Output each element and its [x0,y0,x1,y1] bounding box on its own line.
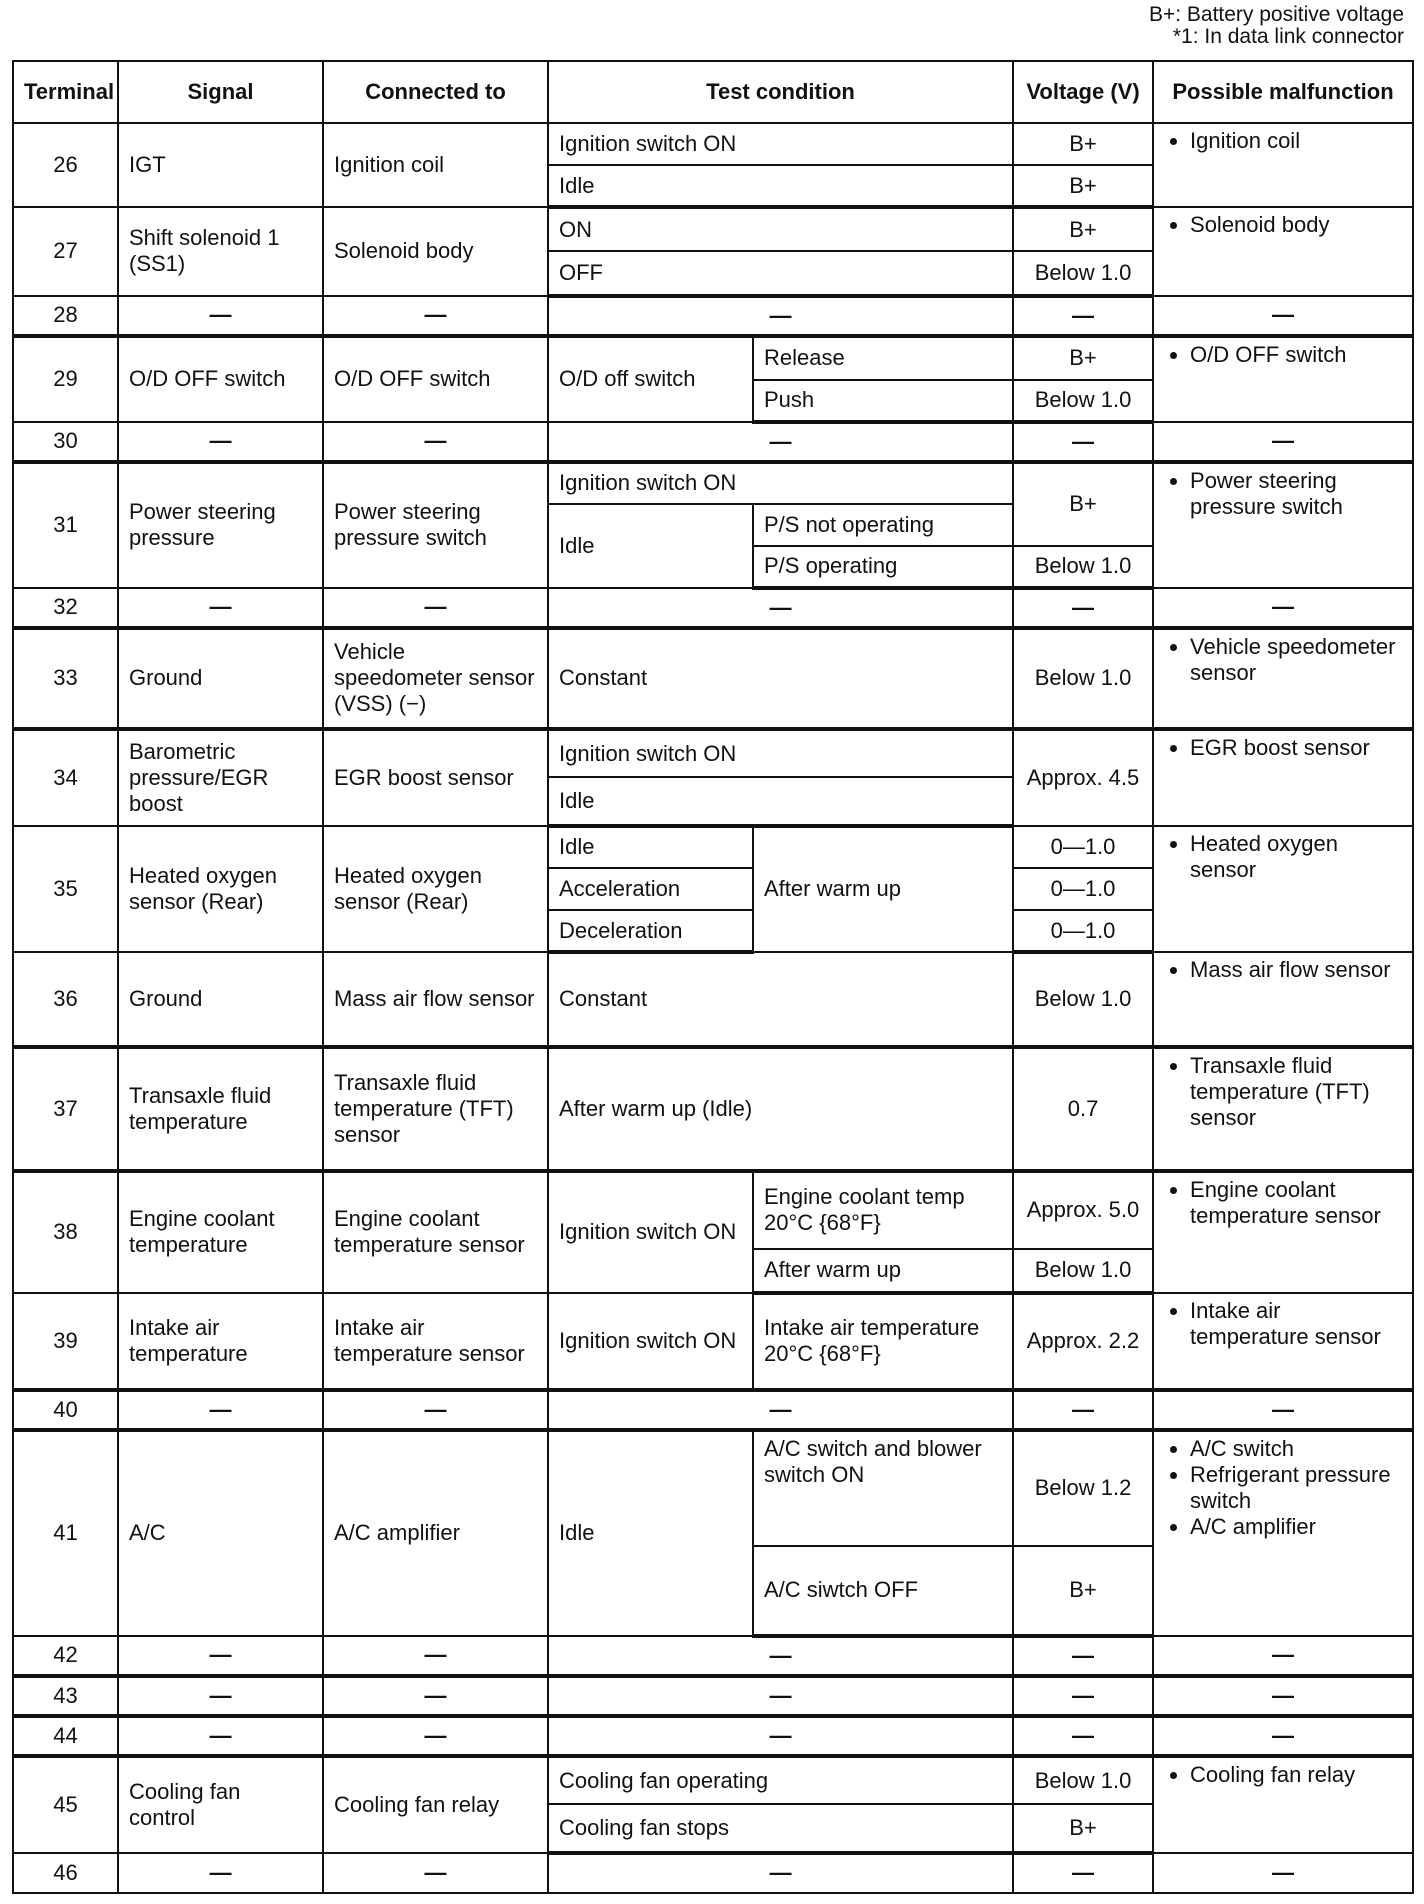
dash-cell: — [118,296,323,336]
dash-cell: — [1013,1716,1153,1756]
terminal-cell: 44 [13,1716,118,1756]
malfunction-cell [1153,1293,1413,1390]
dash-cell: — [1153,1636,1413,1676]
terminal-cell: 30 [13,422,118,462]
terminal-cell: 36 [13,952,118,1047]
dash-cell: — [1013,1390,1153,1430]
connected-cell: Transaxle fluid temperature (TFT) sensor [323,1047,548,1171]
malfunction-item: • Mass air flow sensor [1190,957,1402,983]
malfunction-item: • EGR boost sensor [1190,735,1402,761]
connected-cell: Cooling fan relay [323,1756,548,1853]
signal-cell: Intake air temperature [118,1293,323,1390]
malfunction-cell [1153,628,1413,729]
malfunction-item: • O/D OFF switch [1190,342,1402,368]
connected-cell: Heated oxygen sensor (Rear) [323,826,548,952]
malfunction-cell [1153,1756,1413,1853]
table-row [13,1430,1413,1546]
signal-cell: Heated oxygen sensor (Rear) [118,826,323,952]
voltage-cell: B+ [1013,165,1153,207]
malfunction-cell [1153,207,1413,295]
legend-battery: B+: Battery positive voltage [1148,3,1404,26]
voltage-cell: B+ [1013,123,1153,165]
subcondition-cell: Push [753,380,1013,422]
signal-cell: Shift solenoid 1 (SS1) [118,207,323,295]
dash-cell: — [1153,1676,1413,1716]
dash-cell: — [1153,1853,1413,1893]
dash-cell: — [1013,1853,1153,1893]
connected-cell: EGR boost sensor [323,729,548,826]
voltage-cell: Below 1.0 [1013,628,1153,729]
condition-cell: ON [548,207,1013,251]
condition-cell: Idle [548,504,753,588]
voltage-cell: 0—1.0 [1013,910,1153,952]
table-row [13,1853,1413,1893]
connected-cell: Power steering pressure switch [323,462,548,588]
malfunction-cell [1153,1171,1413,1293]
dash-cell: — [1153,296,1413,336]
malfunction-item: • Vehicle speedometer sensor [1190,634,1402,686]
subcondition-cell: Intake air temperature 20°C {68°F} [753,1293,1013,1390]
dash-cell: — [548,1716,1013,1756]
terminal-cell: 41 [13,1430,118,1636]
connected-cell: Intake air temperature sensor [323,1293,548,1390]
subcondition-cell: After warm up [753,1249,1013,1293]
condition-cell: Constant [548,628,1013,729]
table-row [13,588,1413,628]
malfunction-cell [1153,462,1413,588]
connected-cell: Engine coolant temperature sensor [323,1171,548,1293]
dash-cell: — [1153,588,1413,628]
condition-cell: Cooling fan operating [548,1756,1013,1804]
dash-cell: — [323,588,548,628]
signal-cell: Power steering pressure [118,462,323,588]
terminal-cell: 39 [13,1293,118,1390]
dash-cell: — [118,1676,323,1716]
terminal-cell: 37 [13,1047,118,1171]
header-malfunction: Possible malfunction [1153,61,1413,123]
terminal-cell: 35 [13,826,118,952]
malfunction-cell [1153,1047,1413,1171]
dash-cell: — [548,588,1013,628]
condition-cell: OFF [548,251,1013,295]
terminal-cell: 34 [13,729,118,826]
dash-cell: — [1153,1716,1413,1756]
table-row [13,1293,1413,1390]
subcondition-cell: P/S operating [753,546,1013,588]
table-row [13,1756,1413,1804]
malfunction-item: • A/C amplifier [1190,1514,1402,1540]
voltage-cell: 0—1.0 [1013,826,1153,868]
table-row [13,1636,1413,1676]
dash-cell: — [548,296,1013,336]
dash-cell: — [1013,588,1153,628]
table-row [13,952,1413,1047]
voltage-cell: B+ [1013,1804,1153,1852]
dash-cell: — [323,1853,548,1893]
voltage-cell: Below 1.0 [1013,1756,1153,1804]
dash-cell: — [1153,1390,1413,1430]
terminal-cell: 45 [13,1756,118,1853]
dash-cell: — [323,1676,548,1716]
terminal-cell: 31 [13,462,118,588]
signal-cell: A/C [118,1430,323,1636]
signal-cell: Transaxle fluid temperature [118,1047,323,1171]
connected-cell: Solenoid body [323,207,548,295]
voltage-cell: 0.7 [1013,1047,1153,1171]
dash-cell: — [1013,422,1153,462]
dash-cell: — [1013,296,1153,336]
subcondition-cell: After warm up [753,826,1013,952]
malfunction-item: • Power steering pressure switch [1190,468,1402,520]
malfunction-cell [1153,336,1413,422]
signal-cell: Ground [118,952,323,1047]
dash-cell: — [1153,422,1413,462]
voltage-cell: Below 1.2 [1013,1430,1153,1546]
table-row [13,422,1413,462]
condition-cell: O/D off switch [548,336,753,422]
dash-cell: — [118,1853,323,1893]
dash-cell: — [548,422,1013,462]
dash-cell: — [323,1716,548,1756]
table-row [13,296,1413,336]
table-row [13,729,1413,777]
terminal-cell: 43 [13,1676,118,1716]
malfunction-item: • Heated oxygen sensor [1190,831,1402,883]
dash-cell: — [323,422,548,462]
malfunction-item: • Intake air temperature sensor [1190,1298,1402,1350]
terminal-cell: 42 [13,1636,118,1676]
connected-cell: Mass air flow sensor [323,952,548,1047]
voltage-cell: Below 1.0 [1013,1249,1153,1293]
dash-cell: — [1013,1676,1153,1716]
legend-data-link: *1: In data link connector [1172,25,1404,48]
dash-cell: — [118,1716,323,1756]
voltage-cell: 0—1.0 [1013,868,1153,910]
terminal-cell: 46 [13,1853,118,1893]
malfunction-item: • Solenoid body [1190,212,1402,238]
voltage-cell: Below 1.0 [1013,952,1153,1047]
malfunction-item: • Refrigerant pressure switch [1190,1462,1402,1514]
dash-cell: — [118,588,323,628]
table-row [13,207,1413,251]
terminal-cell: 32 [13,588,118,628]
malfunction-item: • Transaxle fluid temperature (TFT) sensor [1190,1053,1402,1131]
voltage-cell: B+ [1013,207,1153,251]
terminal-cell: 38 [13,1171,118,1293]
voltage-cell: B+ [1013,1546,1153,1636]
condition-cell: Idle [548,165,1013,207]
condition-cell: Constant [548,952,1013,1047]
connected-cell: A/C amplifier [323,1430,548,1636]
condition-cell: Acceleration [548,868,753,910]
table-row [13,123,1413,165]
malfunction-cell [1153,1430,1413,1636]
terminal-cell: 33 [13,628,118,729]
terminal-cell: 29 [13,336,118,422]
dash-cell: — [548,1853,1013,1893]
malfunction-cell [1153,729,1413,826]
table-row [13,826,1413,868]
voltage-cell: Approx. 4.5 [1013,729,1153,826]
condition-cell: Cooling fan stops [548,1804,1013,1852]
terminal-cell: 40 [13,1390,118,1430]
table-row [13,1676,1413,1716]
malfunction-item: • Engine coolant temperature sensor [1190,1177,1402,1229]
malfunction-cell [1153,952,1413,1047]
voltage-cell: Approx. 5.0 [1013,1171,1153,1249]
table-row [13,336,1413,380]
dash-cell: — [323,1390,548,1430]
condition-cell: Ignition switch ON [548,123,1013,165]
table-row [13,1047,1413,1171]
signal-cell: Cooling fan control [118,1756,323,1853]
malfunction-item: • A/C switch [1190,1436,1402,1462]
table-row [13,1171,1413,1249]
condition-cell: Ignition switch ON [548,1293,753,1390]
header-signal: Signal [118,61,323,123]
voltage-cell: B+ [1013,462,1153,546]
voltage-cell: Approx. 2.2 [1013,1293,1153,1390]
malfunction-item: • Ignition coil [1190,128,1402,154]
signal-cell: O/D OFF switch [118,336,323,422]
dash-cell: — [1013,1636,1153,1676]
header-test: Test condition [548,61,1013,123]
subcondition-cell: A/C switch and blower switch ON [753,1430,1013,1546]
terminal-cell: 27 [13,207,118,295]
signal-cell: Engine coolant temperature [118,1171,323,1293]
legend [984,4,1404,48]
malfunction-cell [1153,123,1413,207]
connected-cell: Ignition coil [323,123,548,207]
dash-cell: — [323,296,548,336]
subcondition-cell: Engine coolant temp 20°C {68°F} [753,1171,1013,1249]
subcondition-cell: P/S not operating [753,504,1013,546]
table-row [13,462,1413,504]
header-connected: Connected to [323,61,548,123]
dash-cell: — [118,422,323,462]
malfunction-item: • Cooling fan relay [1190,1762,1402,1788]
condition-cell: Ignition switch ON [548,1171,753,1293]
terminal-cell: 26 [13,123,118,207]
signal-cell: Barometric pressure/EGR boost [118,729,323,826]
subcondition-cell: Release [753,336,1013,380]
signal-cell: IGT [118,123,323,207]
table-row [13,628,1413,729]
dash-cell: — [548,1636,1013,1676]
header-terminal: Terminal [13,61,118,123]
dash-cell: — [548,1390,1013,1430]
table-row [13,1390,1413,1430]
dash-cell: — [548,1676,1013,1716]
voltage-cell: Below 1.0 [1013,380,1153,422]
table-row [13,1716,1413,1756]
dash-cell: — [118,1390,323,1430]
subcondition-cell: A/C siwtch OFF [753,1546,1013,1636]
connected-cell: O/D OFF switch [323,336,548,422]
condition-cell: Idle [548,777,1013,825]
header-row [13,61,1413,123]
condition-cell: Idle [548,826,753,868]
dash-cell: — [118,1636,323,1676]
connected-cell: Vehicle speedometer sensor (VSS) (−) [323,628,548,729]
condition-cell: Deceleration [548,910,753,952]
condition-cell: Ignition switch ON [548,729,1013,777]
signal-cell: Ground [118,628,323,729]
dash-cell: — [323,1636,548,1676]
voltage-cell: B+ [1013,336,1153,380]
condition-cell: After warm up (Idle) [548,1047,1013,1171]
condition-cell: Ignition switch ON [548,462,1013,504]
terminal-cell: 28 [13,296,118,336]
condition-cell: Idle [548,1430,753,1636]
terminal-voltage-table [12,60,1414,1894]
voltage-cell: Below 1.0 [1013,251,1153,295]
malfunction-cell [1153,826,1413,952]
header-voltage: Voltage (V) [1013,61,1153,123]
voltage-cell: Below 1.0 [1013,546,1153,588]
